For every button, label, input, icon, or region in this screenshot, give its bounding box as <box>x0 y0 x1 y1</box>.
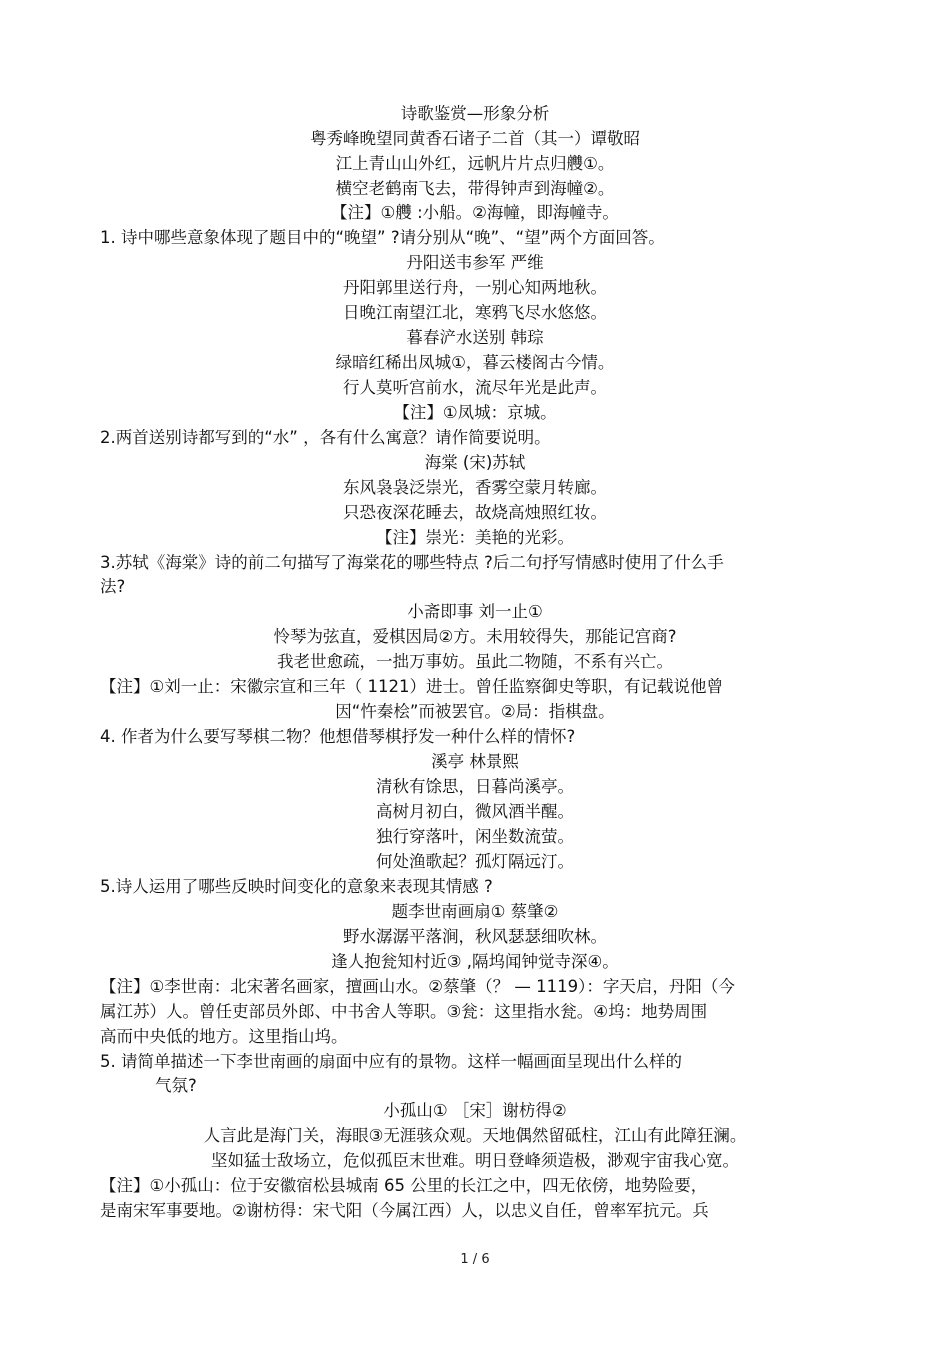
poem-line: 何处渔歌起？孤灯隔远汀。 <box>376 852 574 871</box>
poem-note: 【注】①李世南：北宋著名画家，擅画山水。②蔡肇（？ — 1119）：字天启，丹阳（今 <box>100 977 735 996</box>
question: 4. 作者为什么要写琴棋二物？他想借琴棋抒发一种什么样的情怀? <box>100 727 576 746</box>
poem-line: 行人莫听宫前水，流尽年光是此声。 <box>343 378 607 397</box>
poem-line: 绿暗红稀出凤城①，暮云楼阁古今情。 <box>335 353 615 372</box>
question: 5. 请简单描述一下李世南画的扇面中应有的景物。这样一幅画面呈现出什么样的 <box>100 1052 682 1071</box>
question: 1. 诗中哪些意象体现了题目中的“晚望” ?请分别从“晚”、“望”两个方面回答。 <box>100 228 665 247</box>
poem-line: 东风袅袅泛崇光，香雾空蒙月转廊。 <box>343 478 607 497</box>
poem-line: 只恐夜深花睡去，故烧高烛照红妆。 <box>343 503 607 522</box>
poem-line: 坚如猛士敌场立，危似孤臣末世难。明日登峰须造极，渺观宇宙我心宽。 <box>211 1151 739 1170</box>
poem-note-continued: 高而中央低的地方。这里指山坞。 <box>100 1027 348 1046</box>
doc-title: 诗歌鉴赏—形象分析 <box>400 104 550 123</box>
question-continued: 法? <box>100 577 126 596</box>
poem-line: 我老世愈疏，一拙万事妨。虽此二物随，不系有兴亡。 <box>277 652 673 671</box>
poem-line: 清秋有馀思，日暮尚溪亭。 <box>376 777 574 796</box>
poem-note-continued: 属江苏）人。曾任吏部员外郎、中书舍人等职。③瓮：这里指水瓮。④坞：地势周围 <box>100 1002 708 1021</box>
poem-title: 粤秀峰晚望同黄香石诸子二首（其一）谭敬昭 <box>310 129 640 148</box>
poem-line: 横空老鹤南飞去，带得钟声到海幢②。 <box>335 179 615 198</box>
poem-title: 小孤山① ［宋］谢枋得② <box>383 1101 567 1120</box>
poem-line: 日晚江南望江北，寒鸦飞尽水悠悠。 <box>343 303 607 322</box>
poem-title: 溪亭 林景熙 <box>431 752 519 771</box>
poem-note: 【注】崇光：美艳的光彩。 <box>376 528 574 547</box>
poem-note: 【注】①艭 :小船。②海幢，即海幢寺。 <box>331 203 619 222</box>
poem-note-continued: 是南宋军事要地。②谢枋得：宋弋阳（今属江西）人，以忠义自任，曾率军抗元。兵 <box>100 1201 709 1220</box>
poem-line: 野水潺潺平落涧，秋风瑟瑟细吹林。 <box>343 927 607 946</box>
question: 5.诗人运用了哪些反映时间变化的意象来表现其情感 ? <box>100 877 493 896</box>
question: 3.苏轼《海棠》诗的前二句描写了海棠花的哪些特点 ?后二句抒写情感时使用了什么手 <box>100 553 724 572</box>
poem-title: 小斋即事 刘一止① <box>407 602 543 621</box>
question-continued: 气氛? <box>155 1076 197 1095</box>
poem-line: 丹阳郭里送行舟，一别心知两地秋。 <box>343 278 607 297</box>
poem-line: 江上青山山外红，远帆片片点归艭①。 <box>335 154 615 173</box>
poem-line: 怜琴为弦直，爱棋因局②方。未用较得失，那能记宫商? <box>273 627 677 646</box>
poem-title: 暮春浐水送别 韩琮 <box>406 328 544 347</box>
poem-line: 人言此是海门关，海眼③无涯骇众观。天地偶然留砥柱，江山有此障狂澜。 <box>203 1126 747 1145</box>
poem-title: 海棠 (宋)苏轼 <box>424 453 526 472</box>
poem-line: 独行穿落叶，闲坐数流萤。 <box>376 827 574 846</box>
poem-note: 【注】①刘一止：宋徽宗宣和三年（ 1121）进士。曾任监察御史等职，有记载说他曾 <box>100 677 724 696</box>
page-number: 1 / 6 <box>460 1252 490 1267</box>
poem-line: 高树月初白，微风酒半醒。 <box>376 802 574 821</box>
poem-line: 逢人抱瓮知村近③ ,隔坞闻钟觉寺深④。 <box>331 952 619 971</box>
question: 2.两首送别诗都写到的“水” ，各有什么寓意？请作简要说明。 <box>100 428 551 447</box>
poem-note: 【注】①凤城：京城。 <box>393 403 557 422</box>
poem-note: 【注】①小孤山：位于安徽宿松县城南 65 公里的长江之中，四无依傍，地势险要， <box>100 1176 708 1195</box>
poem-title: 丹阳送韦参军 严维 <box>406 253 544 272</box>
poem-note-continued: 因“忤秦桧”而被罢官。②局：指棋盘。 <box>335 702 615 721</box>
poem-title: 题李世南画扇① 蔡肇② <box>391 902 559 921</box>
